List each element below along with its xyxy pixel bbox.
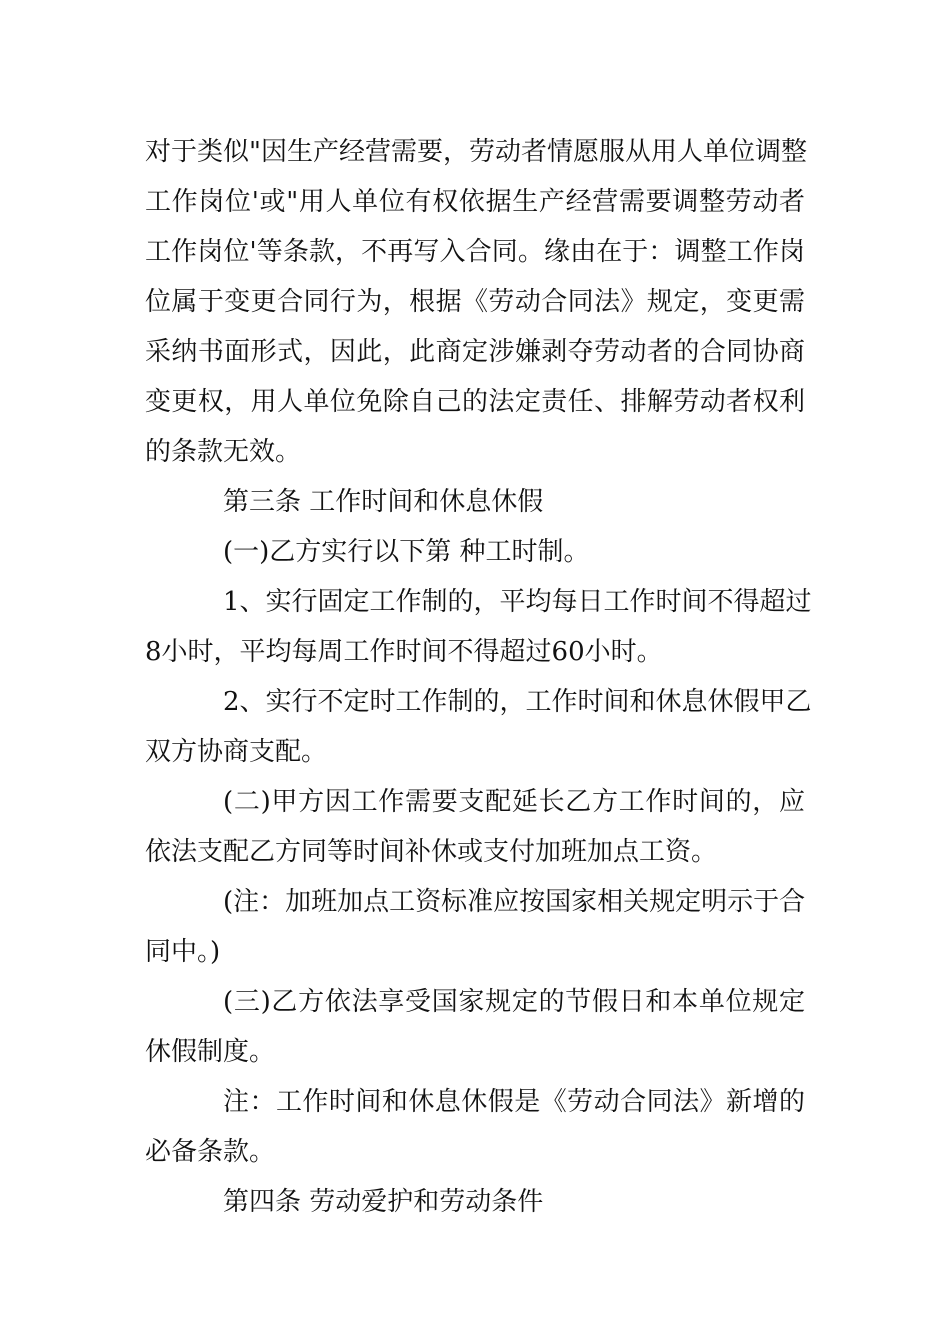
paragraph-line: 工作岗位'等条款，不再写入合同。缘由在于：调整工作岗: [145, 237, 805, 267]
paragraph-line: 对于类似"因生产经营需要，劳动者情愿服从用人单位调整: [145, 137, 807, 167]
paragraph-line: 双方协商支配。: [145, 737, 328, 767]
paragraph-line: 位属于变更合同行为，根据《劳动合同法》规定，变更需: [145, 287, 805, 317]
paragraph-line: (一)乙方实行以下第 种工时制。: [223, 537, 590, 567]
paragraph-line: 休假制度。: [145, 1037, 276, 1067]
paragraph-line: 工作岗位'或"用人单位有权依据生产经营需要调整劳动者: [145, 187, 805, 217]
paragraph-line: 2、实行不定时工作制的，工作时间和休息休假甲乙: [223, 687, 812, 717]
paragraph-line: 1、实行固定工作制的，平均每日工作时间不得超过: [223, 587, 812, 617]
paragraph-line: 必备条款。: [145, 1137, 276, 1167]
paragraph-line: (二)甲方因工作需要支配延长乙方工作时间的，应: [223, 787, 805, 817]
article-heading: 第四条 劳动爱护和劳动条件: [223, 1187, 544, 1217]
paragraph-line: 注：工作时间和休息休假是《劳动合同法》新增的: [223, 1087, 805, 1117]
paragraph-line: 变更权，用人单位免除自己的法定责任、排解劳动者权利: [145, 387, 805, 417]
paragraph-line: 依法支配乙方同等时间补休或支付加班加点工资。: [145, 837, 718, 867]
paragraph-line: 的条款无效。: [145, 437, 302, 467]
paragraph-line: (注：加班加点工资标准应按国家相关规定明示于合: [223, 887, 806, 917]
paragraph-line: (三)乙方依法享受国家规定的节假日和本单位规定: [223, 987, 805, 1017]
article-heading: 第三条 工作时间和休息休假: [223, 487, 544, 517]
paragraph-line: 8小时，平均每周工作时间不得超过60小时。: [145, 637, 663, 667]
paragraph-line: 采纳书面形式，因此，此商定涉嫌剥夺劳动者的合同协商: [145, 337, 805, 367]
paragraph-line: 同中。): [145, 937, 221, 967]
